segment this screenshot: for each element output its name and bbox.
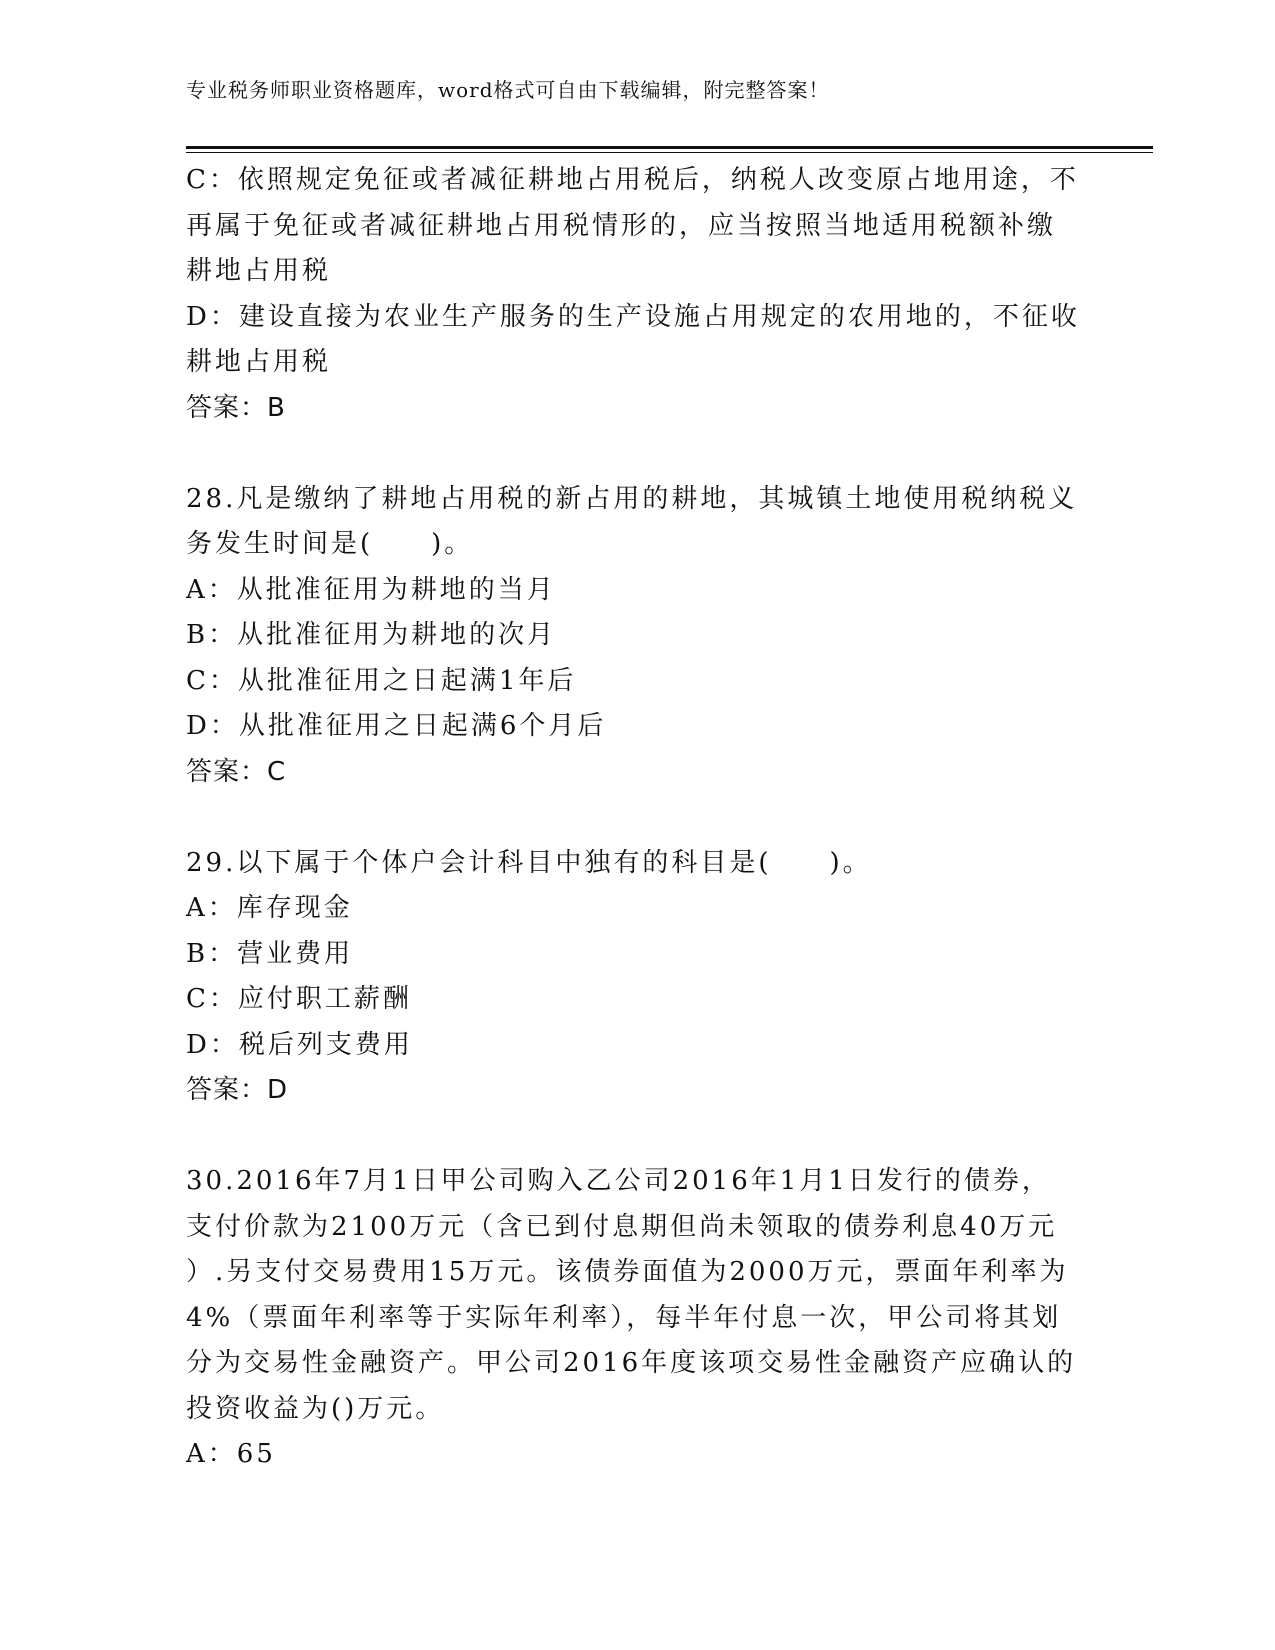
option-c: C：从批准征用之日起满1年后 bbox=[186, 665, 577, 696]
option-d: D：税后列支费用 bbox=[186, 1029, 413, 1060]
page-header: 专业税务师职业资格题库，word格式可自由下载编辑，附完整答案！ bbox=[186, 78, 830, 102]
option-c-line: 再属于免征或者减征耕地占用税情形的，应当按照当地适用税额补缴 bbox=[186, 210, 1057, 241]
answer-27: 答案：B bbox=[186, 392, 286, 423]
option-b: B：从批准征用为耕地的次月 bbox=[186, 620, 557, 650]
header-rule bbox=[186, 146, 1153, 149]
option-c: C：应付职工薪酬 bbox=[186, 984, 412, 1014]
option-c-line: C：依照规定免征或者减征耕地占用税后，纳税人改变原占地用途，不 bbox=[186, 165, 1079, 195]
question-28 bbox=[186, 477, 1078, 796]
spacer bbox=[186, 1114, 1066, 1160]
question-30 bbox=[186, 1159, 1077, 1478]
question-stem: 投资收益为()万元。 bbox=[186, 1393, 445, 1424]
question-stem: 30.2016年7月1日甲公司购入乙公司2016年1月1日发行的债券， bbox=[186, 1166, 1051, 1196]
option-a: A：65 bbox=[186, 1439, 276, 1469]
answer-28: 答案：C bbox=[186, 756, 287, 787]
question-stem: 分为交易性金融资产。甲公司2016年度该项交易性金融资产应确认的 bbox=[186, 1348, 1077, 1378]
option-d-line: D：建设直接为农业生产服务的生产设施占用规定的农用地的，不征收 bbox=[186, 301, 1080, 332]
question-stem: 务发生时间是( )。 bbox=[186, 529, 474, 559]
spacer bbox=[186, 795, 1066, 841]
question-29 bbox=[186, 841, 1066, 1114]
question-stem: 支付价款为2100万元（含已到付息期但尚未领取的债券利息40万元 bbox=[186, 1211, 1058, 1242]
option-a: A：从批准征用为耕地的当月 bbox=[186, 574, 556, 605]
option-d-line: 耕地占用税 bbox=[186, 347, 332, 377]
question-stem: 29.以下属于个体户会计科目中独有的科目是( )。 bbox=[186, 847, 872, 878]
option-a: A：库存现金 bbox=[186, 893, 353, 923]
question-stem: 28.凡是缴纳了耕地占用税的新占用的耕地，其城镇土地使用税纳税义 bbox=[186, 483, 1078, 514]
question-stem: ）.另支付交易费用15万元。该债券面值为2000万元，票面年利率为 bbox=[186, 1257, 1069, 1287]
document-body bbox=[186, 158, 1080, 1478]
option-c-line: 耕地占用税 bbox=[186, 256, 332, 286]
question-stem: 4%（票面年利率等于实际年利率），每半年付息一次，甲公司将其划 bbox=[186, 1302, 1062, 1333]
option-b: B：营业费用 bbox=[186, 938, 354, 969]
option-d: D：从批准征用之日起满6个月后 bbox=[186, 711, 607, 741]
question-27-continuation bbox=[186, 158, 1080, 431]
answer-29: 答案：D bbox=[186, 1075, 289, 1105]
spacer bbox=[186, 431, 1066, 477]
header-rule-thin bbox=[186, 152, 1153, 153]
